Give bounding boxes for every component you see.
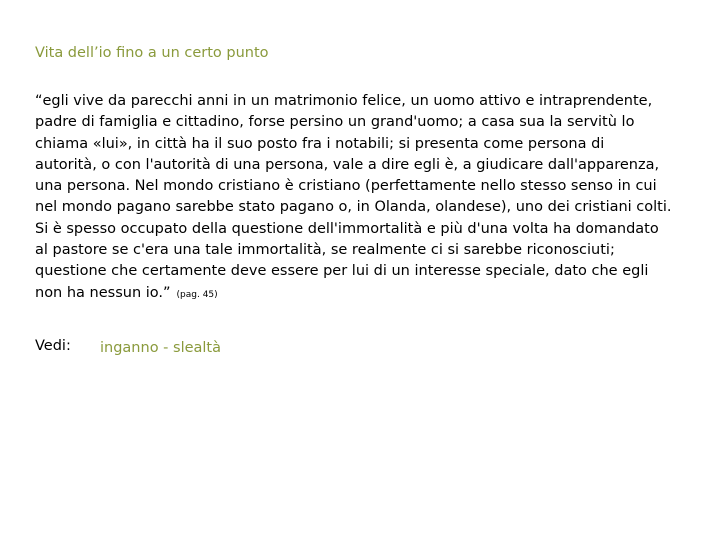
see-also-label: Vedi: xyxy=(35,338,71,354)
see-also-separator: - xyxy=(158,340,174,356)
quote-line: autorità, o con l'autorità di una persona, vale a dire egli è, a giudicare dall'apparenza, xyxy=(35,156,660,173)
quote-line: nel mondo pagano sarebbe stato pagano o, in Olanda, olandese), uno dei cristiani colti. xyxy=(35,199,672,216)
quote-line-text: non ha nessun io.” xyxy=(35,284,171,301)
quote-line: Si è spesso occupato della questione dell'immortalità e più d'una volta ha domandato xyxy=(35,220,659,237)
see-also-link-inganno[interactable]: inganno xyxy=(100,340,159,356)
page-reference: (pag. 45) xyxy=(176,289,218,300)
quote-line: padre di famiglia e cittadino, forse persino un grand'uomo; a casa sua la servitù lo xyxy=(35,114,635,131)
quote-last-line xyxy=(35,283,715,306)
quote-line: una persona. Nel mondo cristiano è cristiano (perfettamente nello stesso senso in cui xyxy=(35,178,657,195)
quote-block xyxy=(35,91,715,306)
quote-line: al pastore se c'era una tale immortalità, se realmente ci si sarebbe riconosciuti; xyxy=(35,242,615,259)
slide-title: Vita dell’io fino a un certo punto xyxy=(35,45,269,61)
see-also-link-slealta[interactable]: slealtà xyxy=(173,340,222,356)
quote-line: chiama «lui», in città ha il suo posto fra i notabili; si presenta come persona di xyxy=(35,135,605,152)
see-also-links xyxy=(100,340,221,356)
quote-line: questione che certamente deve essere per lui di un interesse speciale, dato che egli xyxy=(35,263,649,280)
quote-line: “egli vive da parecchi anni in un matrimonio felice, un uomo attivo e intraprendente, xyxy=(35,93,653,109)
